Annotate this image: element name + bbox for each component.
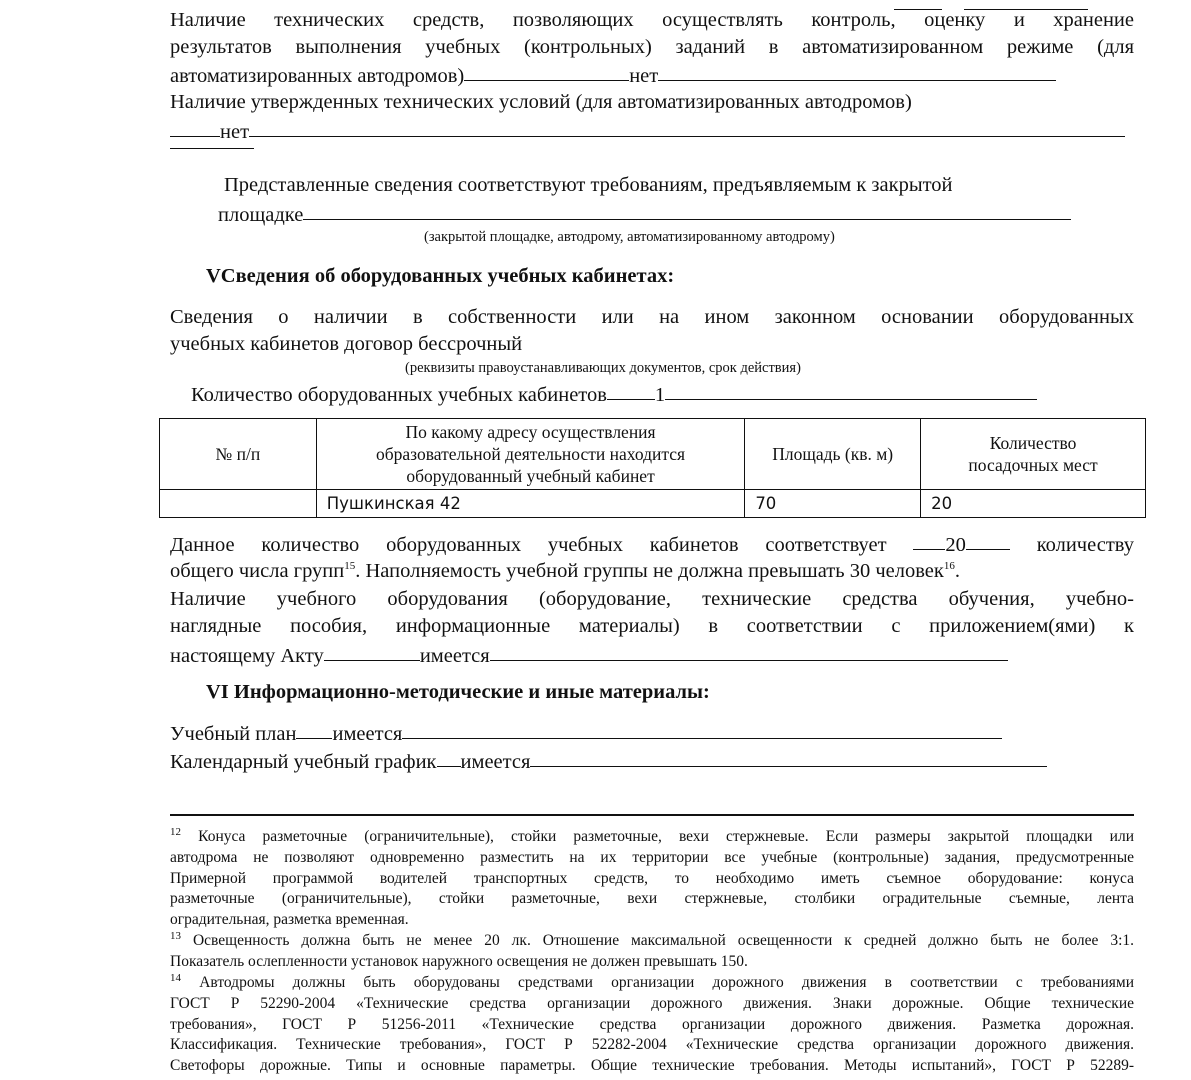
cell-address: Пушкинская 42 [316, 490, 745, 518]
conformity-line-2-text: площадке [218, 204, 304, 226]
groups-value-field [913, 534, 1010, 556]
plan-line [170, 719, 1002, 748]
materials-line-3 [170, 641, 1008, 670]
schedule-line [170, 747, 1047, 776]
header-seats: Количество посадочных мест [921, 419, 1146, 490]
table-header-row [160, 419, 1146, 490]
conformity-line-2 [218, 200, 1071, 229]
groups-line-2 [170, 558, 960, 585]
footnote-13-line-2: Показатель ослепленности установок наружного освещения не должен превышать 150. [170, 952, 748, 970]
plan-label: Учебный план [170, 723, 297, 745]
materials-line-1: Наличие учебного оборудования (оборудование, технические средства обучения, учебно- [170, 588, 1134, 610]
equipment-value: нет [629, 65, 659, 87]
footnote-14-line-1 [170, 973, 1134, 994]
footnote-12 [170, 827, 1134, 931]
equipment-line-3-text: автоматизированных автодромов) [170, 65, 465, 87]
section-5-caption: (реквизиты правоустанавливающих документов, срок действия) [405, 360, 801, 376]
cabinet-count-line [191, 380, 1037, 409]
schedule-value: имеется [460, 751, 531, 773]
equipment-line-3 [170, 61, 1056, 90]
section-5-line-1: Сведения о наличии в собственности или на ином законном основании оборудованных [170, 306, 1134, 328]
footnote-13-mark: 13 [170, 931, 181, 942]
header-number: № п/п [160, 419, 317, 490]
table-row [160, 490, 1146, 518]
footnote-14-line-2: ГОСТ Р 52290-2004 «Технические средства организации дорожного движения. Знаки дорожные. Общие технические [170, 994, 1134, 1012]
cell-area: 70 [745, 490, 921, 518]
footnote-12-line-4: разметочные (ограничительные), стойки разметочные, вехи стержневые, столбики оградительные съемные, лента [170, 890, 1134, 908]
groups-line-2-text-a: общего числа групп [170, 560, 345, 582]
footnote-ref-16: 16 [943, 560, 955, 573]
footnote-12-line-2: автодрома не позволяют одновременно разместить на их территории все учебные (контрольные) задания, предусмотренные [170, 848, 1134, 866]
footnote-12-text-1: Конуса разметочные (ограничительные), стойки разметочные, вехи стержневые. Если размеры закрытой площадки или [198, 828, 1134, 845]
footnote-12-line-1 [170, 827, 1134, 848]
conditions-continuation-line [170, 148, 254, 149]
footnote-14-line-4: Классификация. Технические требования», ГОСТ Р 52282-2004 «Технические средства организации дорожного движения. [170, 1036, 1134, 1054]
conditions-value: нет [220, 121, 250, 143]
groups-line-2-text-c: . [954, 560, 960, 582]
section-6-heading: VI Информационно-методические и иные материалы: [206, 681, 710, 703]
footnote-13-text-1: Освещенность должна быть не менее 20 лк. Отношение максимальной освещенности к средней должно быть не более 3:1. [192, 932, 1134, 949]
conformity-line-1: Представленные сведения соответствуют требованиям, предъявляемым к закрытой [224, 174, 953, 196]
materials-line-2: наглядные пособия, информационные материалы) в соответствии с приложением(ями) к [170, 615, 1134, 637]
conditions-value-line [170, 117, 1125, 146]
footnote-12-line-3: Примерной программой водителей транспортных средств, то необходимо иметь съемное оборудование: конуса [170, 869, 1134, 887]
groups-line-1-text: Данное количество оборудованных учебных кабинетов соответствует [170, 534, 887, 556]
header-area: Площадь (кв. м) [745, 419, 921, 490]
groups-value: 20 [945, 534, 966, 556]
cabinet-count-value: 1 [654, 384, 666, 406]
groups-line-2-text-b: . Наполняемость учебной группы не должна превышать 30 человек [355, 560, 944, 582]
footnote-14 [170, 973, 1134, 1077]
schedule-label: Календарный учебный график [170, 751, 437, 773]
equipment-line-1: Наличие технических средств, позволяющих осуществлять контроль, оценку и хранение [170, 9, 1134, 31]
cell-number [160, 490, 317, 518]
footnote-separator [170, 814, 1134, 816]
footnote-14-mark: 14 [170, 973, 181, 984]
conditions-line: Наличие утвержденных технических условий (для автоматизированных автодромов) [170, 91, 912, 113]
footnote-14-line-5: Светофоры дорожные. Типы и основные параметры. Общие технические требования. Методы испытаний», ГОСТ Р 52289- [170, 1057, 1134, 1075]
groups-line-1-end: количеству [1036, 534, 1134, 556]
cell-seats: 20 [921, 490, 1146, 518]
footnote-13 [170, 931, 1134, 973]
section-5-heading: VСведения об оборудованных учебных кабинетах: [206, 265, 675, 287]
conformity-caption: (закрытой площадке, автодрому, автоматизированному автодрому) [424, 229, 835, 245]
groups-line-1 [170, 530, 1134, 559]
cabinet-count-label: Количество оборудованных учебных кабинетов [191, 384, 607, 406]
equipment-line-2: результатов выполнения учебных (контрольных) заданий в автоматизированном режиме (для [170, 36, 1134, 58]
materials-value: имеется [419, 645, 490, 667]
plan-value: имеется [332, 723, 403, 745]
materials-line-3-text: настоящему Акту [170, 645, 324, 667]
footnote-12-line-5: оградительная, разметка временная. [170, 911, 409, 929]
cabinets-table [159, 418, 1146, 518]
footnote-14-line-3: требования», ГОСТ Р 51256-2011 «Технические средства организации дорожного движения. Разметка дорожная. [170, 1015, 1134, 1033]
footnote-12-mark: 12 [170, 827, 181, 838]
header-address: По какому адресу осуществления образовательной деятельности находится оборудованный учебный кабинет [316, 419, 745, 490]
section-5-line-2: учебных кабинетов договор бессрочный [170, 333, 523, 355]
footnote-14-text-1: Автодромы должны быть оборудованы средствами организации дорожного движения в соответствии с требованиями [199, 974, 1134, 991]
footnote-ref-15: 15 [344, 560, 356, 573]
footnote-13-line-1 [170, 931, 1134, 952]
